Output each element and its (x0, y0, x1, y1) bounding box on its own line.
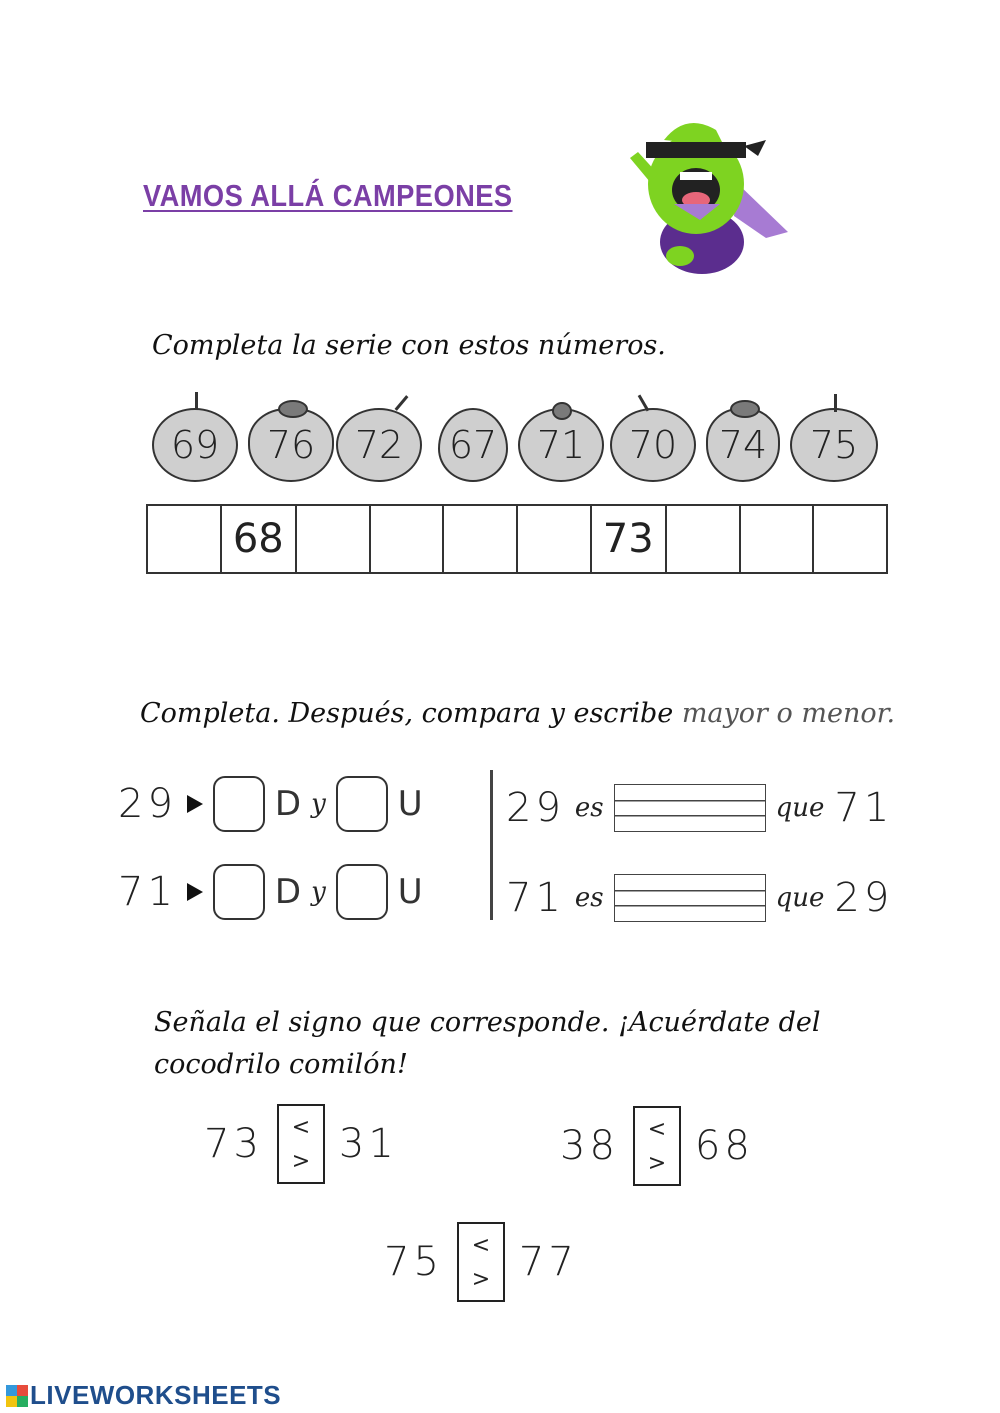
series-cell[interactable] (666, 505, 740, 573)
fruit-lemon (438, 408, 508, 482)
arrow-right-icon (187, 883, 203, 901)
and-word: y (311, 877, 326, 907)
sign-choice-box[interactable] (457, 1222, 505, 1302)
sign-choice-box[interactable] (633, 1106, 681, 1186)
tens-label: D (274, 784, 302, 824)
section2-instruction (140, 698, 895, 729)
answer-line[interactable] (614, 784, 766, 832)
decompose-number: 71 (118, 869, 177, 915)
series-cell[interactable] (370, 505, 444, 573)
greater-than-option[interactable]: > (291, 1148, 311, 1174)
decompose-row (118, 776, 423, 832)
fruit-apple (152, 408, 238, 482)
fruit-strawberry (248, 408, 334, 482)
que-word: que (775, 883, 825, 913)
fruit-number: 71 (536, 423, 586, 467)
fruit-orange (336, 408, 422, 482)
fruit-orange (518, 408, 604, 482)
page-title: VAMOS ALLÁ CAMPEONES (143, 178, 513, 213)
sign-right-number: 77 (518, 1239, 578, 1285)
units-box[interactable] (336, 776, 388, 832)
greater-than-option[interactable]: > (471, 1266, 491, 1292)
units-label: U (397, 872, 423, 912)
es-word: es (574, 793, 604, 823)
fruit-apple (610, 408, 696, 482)
series-cell[interactable] (813, 505, 887, 573)
less-than-option[interactable]: < (291, 1114, 311, 1140)
answer-line[interactable] (614, 874, 766, 922)
series-cell: 68 (221, 505, 296, 573)
sign-comparison (384, 1222, 578, 1302)
sign-left-number: 75 (384, 1239, 443, 1285)
series-cell[interactable] (740, 505, 814, 573)
greater-than-option[interactable]: > (647, 1150, 667, 1176)
sign-right-number: 31 (338, 1121, 398, 1167)
fruit-strawberry (706, 408, 780, 482)
and-word: y (311, 789, 326, 819)
compare-row (506, 874, 893, 922)
compare-right-number: 71 (834, 785, 894, 831)
tens-box[interactable] (213, 776, 265, 832)
fruit-number: 75 (809, 423, 859, 467)
sign-comparison (560, 1106, 754, 1186)
decompose-number: 29 (118, 781, 177, 827)
divider (490, 770, 493, 920)
monster-mascot-icon (616, 112, 792, 280)
fruit-number: 72 (354, 423, 404, 467)
section3-instruction-line2: cocodrilo comilón! (154, 1049, 408, 1080)
sign-right-number: 68 (694, 1123, 754, 1169)
section2-instruction-main: Completa. Después, compara y escribe (140, 698, 674, 729)
series-cell[interactable] (517, 505, 591, 573)
arrow-right-icon (187, 795, 203, 813)
sign-left-number: 38 (560, 1123, 619, 1169)
sign-choice-box[interactable] (277, 1104, 325, 1184)
section2-instruction-highlight: mayor o menor. (681, 698, 896, 729)
fruit-number: 69 (170, 423, 220, 467)
less-than-option[interactable]: < (471, 1232, 491, 1258)
sign-left-number: 73 (204, 1121, 263, 1167)
series-cell[interactable] (296, 505, 370, 573)
liveworksheets-logo[interactable] (6, 1380, 281, 1411)
fruit-row (148, 388, 888, 488)
section1-instruction: Completa la serie con estos números. (152, 330, 666, 361)
logo-icon (6, 1385, 28, 1407)
units-box[interactable] (336, 864, 388, 920)
logo-text: LIVEWORKSHEETS (30, 1380, 282, 1410)
series-cell[interactable] (147, 505, 221, 573)
sign-comparison (204, 1104, 398, 1184)
decompose-row (118, 864, 423, 920)
fruit-number: 67 (448, 423, 498, 467)
compare-left-number: 71 (506, 875, 565, 921)
fruit-number: 74 (718, 423, 768, 467)
series-cell[interactable] (443, 505, 517, 573)
fruit-apple (790, 408, 878, 482)
que-word: que (775, 793, 825, 823)
fruit-number: 76 (266, 423, 316, 467)
compare-row (506, 784, 893, 832)
section3-instruction-line1: Señala el signo que corresponde. ¡Acuérdate del (154, 1007, 821, 1038)
fruit-number: 70 (628, 423, 678, 467)
es-word: es (574, 883, 604, 913)
tens-label: D (274, 872, 302, 912)
section3-instruction (154, 1002, 821, 1086)
units-label: U (397, 784, 423, 824)
compare-left-number: 29 (506, 785, 565, 831)
compare-right-number: 29 (834, 875, 894, 921)
series-table (146, 504, 888, 574)
tens-box[interactable] (213, 864, 265, 920)
less-than-option[interactable]: < (647, 1116, 667, 1142)
series-cell: 73 (591, 505, 666, 573)
